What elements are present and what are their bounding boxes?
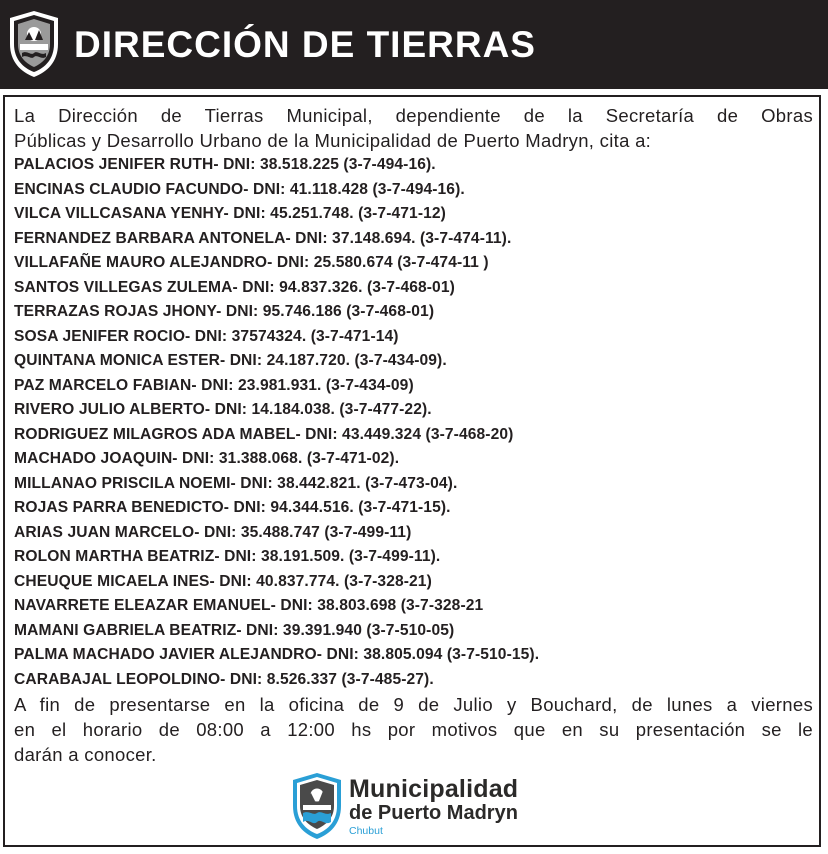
logo-line-chubut: Chubut (349, 825, 383, 837)
municipal-shield-icon (7, 10, 61, 78)
notice-body (14, 103, 813, 767)
logo-line-puerto-madryn: de Puerto Madryn (349, 802, 518, 824)
intro-paragraph (14, 103, 813, 153)
citation-item: ARIAS JUAN MARCELO- DNI: 35.488.747 (3-7-499-11) (14, 523, 412, 541)
municipality-logo (291, 772, 551, 842)
citation-item: RIVERO JULIO ALBERTO- DNI: 14.184.038. (3-7-477-22). (14, 401, 432, 418)
citation-item: MAMANI GABRIELA BEATRIZ- DNI: 39.391.940 (3-7-510-05) (14, 621, 455, 639)
citation-item: ENCINAS CLAUDIO FACUNDO- DNI: 41.118.428 (3-7-494-16). (14, 180, 465, 198)
citation-item: NAVARRETE ELEAZAR EMANUEL- DNI: 38.803.698 (3-7-328-21 (14, 597, 484, 614)
outro-line: en el horario de 08:00 a 12:00 hs por motivos que en su presentación se le (14, 719, 813, 740)
intro-line: Públicas y Desarrollo Urbano de la Municipalidad de Puerto Madryn, cita a: (14, 130, 652, 151)
municipal-shield-icon (291, 772, 343, 840)
logo-line-municipalidad: Municipalidad (349, 775, 519, 803)
citation-item: VILCA VILLCASANA YENHY- DNI: 45.251.748. (3-7-471-12) (14, 205, 446, 222)
citation-item: QUINTANA MONICA ESTER- DNI: 24.187.720. (3-7-434-09). (14, 352, 447, 369)
citation-list (14, 153, 813, 692)
header-bar (0, 0, 828, 89)
citation-item: SOSA JENIFER ROCIO- DNI: 37574324. (3-7-471-14) (14, 327, 399, 345)
page-title: DIRECCIÓN DE TIERRAS (74, 24, 536, 65)
citation-item: ROLON MARTHA BEATRIZ- DNI: 38.191.509. (3-7-499-11). (14, 548, 441, 565)
intro-line: La Dirección de Tierras Municipal, dependiente de la Secretaría de Obras (14, 105, 813, 126)
citation-item: PALMA MACHADO JAVIER ALEJANDRO- DNI: 38.805.094 (3-7-510-15). (14, 646, 540, 663)
citation-item: MILLANAO PRISCILA NOEMI- DNI: 38.442.821. (3-7-473-04). (14, 474, 458, 492)
citation-item: RODRIGUEZ MILAGROS ADA MABEL- DNI: 43.449.324 (3-7-468-20) (14, 425, 514, 443)
citation-item: CARABAJAL LEOPOLDINO- DNI: 8.526.337 (3-7-485-27). (14, 670, 434, 688)
citation-item: MACHADO JOAQUIN- DNI: 31.388.068. (3-7-471-02). (14, 450, 400, 467)
outro-paragraph (14, 692, 813, 767)
citation-item: CHEUQUE MICAELA INES- DNI: 40.837.774. (3-7-328-21) (14, 572, 432, 590)
citation-item: FERNANDEZ BARBARA ANTONELA- DNI: 37.148.694. (3-7-474-11). (14, 229, 512, 247)
citation-item: VILLAFAÑE MAURO ALEJANDRO- DNI: 25.580.674 (3-7-474-11 ) (14, 254, 489, 271)
outro-line: A fin de presentarse en la oficina de 9 de Julio y Bouchard, de lunes a viernes (14, 694, 813, 715)
outro-line: darán a conocer. (14, 744, 157, 765)
citation-item: PALACIOS JENIFER RUTH- DNI: 38.518.225 (3-7-494-16). (14, 156, 436, 173)
citation-item: PAZ MARCELO FABIAN- DNI: 23.981.931. (3-7-434-09) (14, 376, 414, 394)
citation-item: SANTOS VILLEGAS ZULEMA- DNI: 94.837.326. (3-7-468-01) (14, 278, 455, 296)
citation-item: ROJAS PARRA BENEDICTO- DNI: 94.344.516. (3-7-471-15). (14, 499, 451, 516)
citation-item: TERRAZAS ROJAS JHONY- DNI: 95.746.186 (3-7-468-01) (14, 303, 435, 320)
